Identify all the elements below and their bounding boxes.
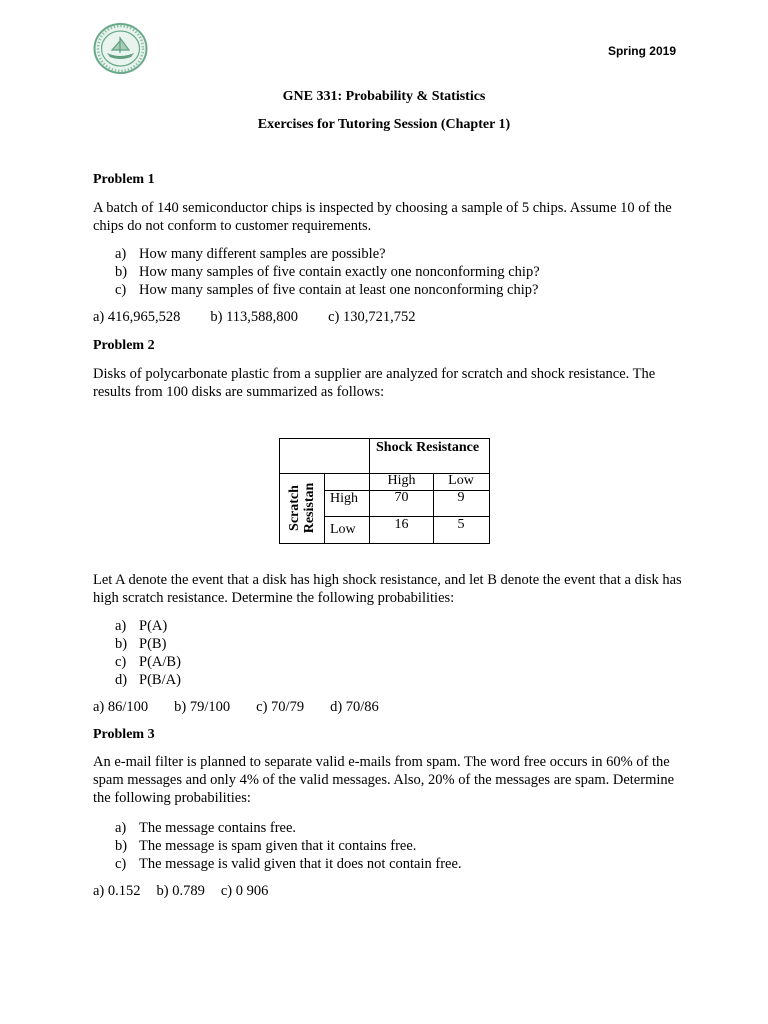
table-row-label: High xyxy=(330,491,358,506)
answer: b) 0.789 xyxy=(156,883,205,899)
problem-1-title: Problem 1 xyxy=(93,172,155,187)
table-cell: 70 xyxy=(394,490,409,505)
problem-2-answers xyxy=(93,699,409,716)
answer: a) 86/100 xyxy=(93,699,149,715)
problem-3-title: Problem 3 xyxy=(93,727,155,742)
problem-3-answers xyxy=(93,883,298,900)
answer: c) 0 906 xyxy=(220,883,269,899)
contingency-table xyxy=(279,438,489,543)
problem-1-answers xyxy=(93,309,445,326)
list-item: a) The message contains free. xyxy=(115,820,297,836)
list-item: a) How many different samples are possible? xyxy=(115,246,386,262)
table-row-header: Scratch xyxy=(287,485,302,531)
university-seal-icon xyxy=(93,23,148,74)
list-item: c) The message is valid given that it does not contain free. xyxy=(115,856,462,872)
problem-2-title: Problem 2 xyxy=(93,338,155,353)
problem-1-questions xyxy=(93,245,683,299)
list-item: c) How many samples of five contain at least one nonconforming chip? xyxy=(115,282,539,298)
table-row-label: Low xyxy=(330,522,356,537)
answer: a) 416,965,528 xyxy=(93,309,181,325)
course-title: GNE 331: Probability & Statistics xyxy=(282,89,486,104)
table-col-header: Shock Resistance xyxy=(376,440,480,455)
answer: c) 130,721,752 xyxy=(328,309,416,325)
answer: a) 0.152 xyxy=(93,883,141,899)
table-cell: 16 xyxy=(394,517,409,532)
table-cell: 9 xyxy=(457,490,465,505)
answer: b) 113,588,800 xyxy=(210,309,299,325)
list-item: b) The message is spam given that it contains free. xyxy=(115,838,417,854)
table-col-label: High xyxy=(387,473,416,488)
table-row-header: Resistan xyxy=(302,482,317,534)
list-item: b) How many samples of five contain exactly one nonconforming chip? xyxy=(115,264,540,280)
problem-1-text: A batch of 140 semiconductor chips is inspected by choosing a sample of 5 chips. Assume 10 of the chips do not conform to customer requirements. xyxy=(93,200,672,234)
list-item: b) P(B) xyxy=(115,636,167,652)
answer: c) 70/79 xyxy=(256,699,305,715)
answer: d) 70/86 xyxy=(330,699,379,715)
list-item: d) P(B/A) xyxy=(115,672,181,688)
answer: b) 79/100 xyxy=(174,699,231,715)
problem-2-questions xyxy=(93,617,683,689)
problem-2-text-2: Let A denote the event that a disk has high shock resistance, and let B denote the event that a disk has high scratch resistance. Determine the following probabilities: xyxy=(93,572,682,606)
list-item: c) P(A/B) xyxy=(115,654,181,670)
term-label: Spring 2019 xyxy=(607,44,676,58)
problem-3-questions xyxy=(93,819,683,873)
problem-3-text: An e-mail filter is planned to separate valid e-mails from spam. The word free occurs in 60% of the spam messages and only 4% of the valid messages. Also, 20% of the messages are spam. Determine the following probabilities: xyxy=(93,754,675,806)
problem-2-text: Disks of polycarbonate plastic from a supplier are analyzed for scratch and shock resistance. The results from 100 disks are summarized as follows: xyxy=(93,366,656,400)
page-subtitle: Exercises for Tutoring Session (Chapter 1) xyxy=(257,117,511,132)
table-cell: 5 xyxy=(457,517,465,532)
list-item: a) P(A) xyxy=(115,618,168,634)
table-col-label: Low xyxy=(448,473,474,488)
